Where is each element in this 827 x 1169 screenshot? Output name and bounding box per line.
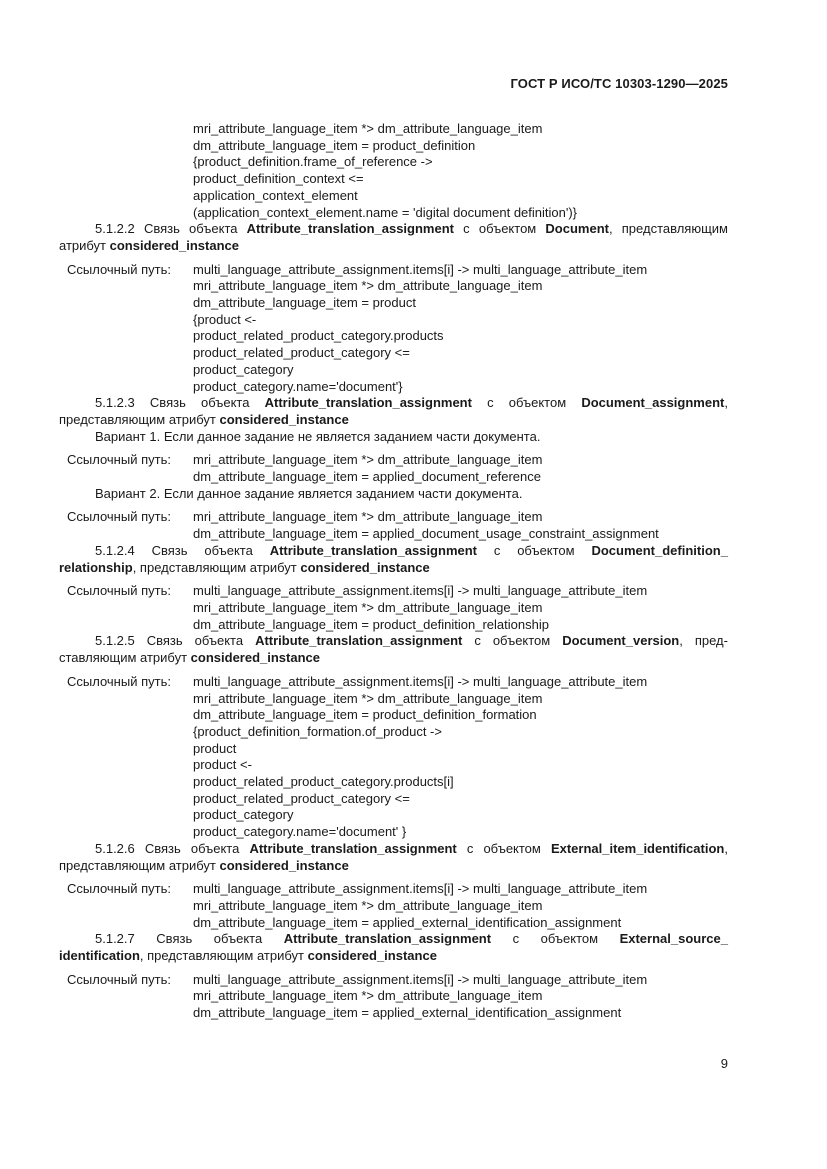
reference-path-label: Ссылочный путь: [67,261,171,277]
reference-path [59,881,728,931]
reference-path [59,972,728,1022]
code-block [193,452,728,485]
variant-1-text: Вариант 1. Если данное задание не является заданием части документа. [95,428,541,444]
reference-path-label: Ссылочный путь: [67,509,171,525]
code-line: mri_attribute_language_item *> dm_attribute_language_item [193,121,543,136]
section-5-1-2-7-heading: 5.1.2.7 Связь объекта Attribute_translation_assignment с объектом External_source_ identification, представляющим атрибут considered_instance [59,931,728,964]
code-line: {product_definition.frame_of_reference -> [193,154,433,170]
code-line: product_related_product_category <= [193,345,410,361]
code-line: mri_attribute_language_item *> dm_attribute_language_item [193,988,543,1004]
code-line: mri_attribute_language_item *> dm_attribute_language_item [193,599,543,615]
code-line: product_category.name='document'} [193,378,403,394]
code-block [193,881,728,931]
code-line: product_category [193,807,294,823]
code-block [193,583,728,633]
reference-path [59,452,728,485]
reference-path [59,583,728,633]
code-line: dm_attribute_language_item = applied_external_identification_assignment [193,914,622,930]
code-line: product_category [193,361,294,377]
code-line: product_definition_context <= [193,171,364,187]
code-line: mri_attribute_language_item *> dm_attribute_language_item [193,452,543,468]
reference-path-label: Ссылочный путь: [67,971,171,987]
code-line: multi_language_attribute_assignment.items[i] -> multi_language_attribute_item [193,881,648,897]
reference-path [59,674,728,841]
section-5-1-2-2-heading: 5.1.2.2 Связь объекта Attribute_translation_assignment с объектом Document, представляющим атрибут considered_instance [59,221,728,253]
page-number: 9 [720,1056,728,1071]
code-line: product_related_product_category.products [193,328,444,344]
code-line: product [193,740,237,756]
code-block [193,509,728,542]
code-line: dm_attribute_language_item = product [193,295,416,311]
code-line: mri_attribute_language_item *> dm_attribute_language_item [193,690,543,706]
code-block [193,674,728,841]
reference-path-label: Ссылочный путь: [67,673,171,689]
code-line: product <- [193,757,252,773]
code-block [59,121,728,221]
code-line: multi_language_attribute_assignment.items[i] -> multi_language_attribute_item [193,261,648,277]
code-line: dm_attribute_language_item = product_definition_formation [193,707,537,723]
code-line: multi_language_attribute_assignment.items[i] -> multi_language_attribute_item [193,583,648,599]
code-line: product_related_product_category <= [193,790,410,806]
reference-path-label: Ссылочный путь: [67,583,171,599]
code-line: product_category.name='document' } [193,824,407,840]
code-line: mri_attribute_language_item *> dm_attribute_language_item [193,897,543,913]
code-line: dm_attribute_language_item = applied_document_reference [193,469,541,485]
section-5-1-2-4-heading: 5.1.2.4 Связь объекта Attribute_translation_assignment с объектом Document_definition_ relationship, представляющим атрибут considered_instance [59,542,728,575]
code-line: dm_attribute_language_item = applied_document_usage_constraint_assignment [193,526,659,542]
reference-path-label: Ссылочный путь: [67,452,171,468]
variant-2-text: Вариант 2. Если данное задание является заданием части документа. [95,485,523,501]
reference-path-label: Ссылочный путь: [67,881,171,897]
code-line: (application_context_element.name = 'digital document definition')} [193,204,578,220]
code-line: dm_attribute_language_item = product_definition_relationship [193,616,549,632]
code-block [193,262,728,396]
section-5-1-2-6-heading: 5.1.2.6 Связь объекта Attribute_translation_assignment с объектом External_item_identification, представляющим атрибут considered_instance [59,840,728,873]
code-line: {product_definition_formation.of_product -> [193,723,442,739]
code-line: dm_attribute_language_item = applied_external_identification_assignment [193,1005,622,1021]
reference-path [59,509,728,542]
reference-path [59,262,728,396]
code-block [193,972,728,1022]
code-line: {product <- [193,311,257,327]
section-5-1-2-5-heading: 5.1.2.5 Связь объекта Attribute_translation_assignment с объектом Document_version, пред- ставляющим атрибут considered_instance [59,633,728,666]
code-line: multi_language_attribute_assignment.items[i] -> multi_language_attribute_item [193,971,648,987]
code-line: dm_attribute_language_item = product_definition [193,137,476,153]
code-line: mri_attribute_language_item *> dm_attribute_language_item [193,509,543,525]
code-line: mri_attribute_language_item *> dm_attribute_language_item [193,278,543,294]
page-content [59,121,728,1022]
code-line: product_related_product_category.products[i] [193,774,454,790]
code-line: multi_language_attribute_assignment.items[i] -> multi_language_attribute_item [193,673,648,689]
section-5-1-2-3-heading: 5.1.2.3 Связь объекта Attribute_translation_assignment с объектом Document_assignment, представляющим атрибут considered_instance [59,395,728,427]
page-header: ГОСТ Р ИСО/ТС 10303-1290—2025 [510,76,728,91]
code-line: application_context_element [193,187,358,203]
